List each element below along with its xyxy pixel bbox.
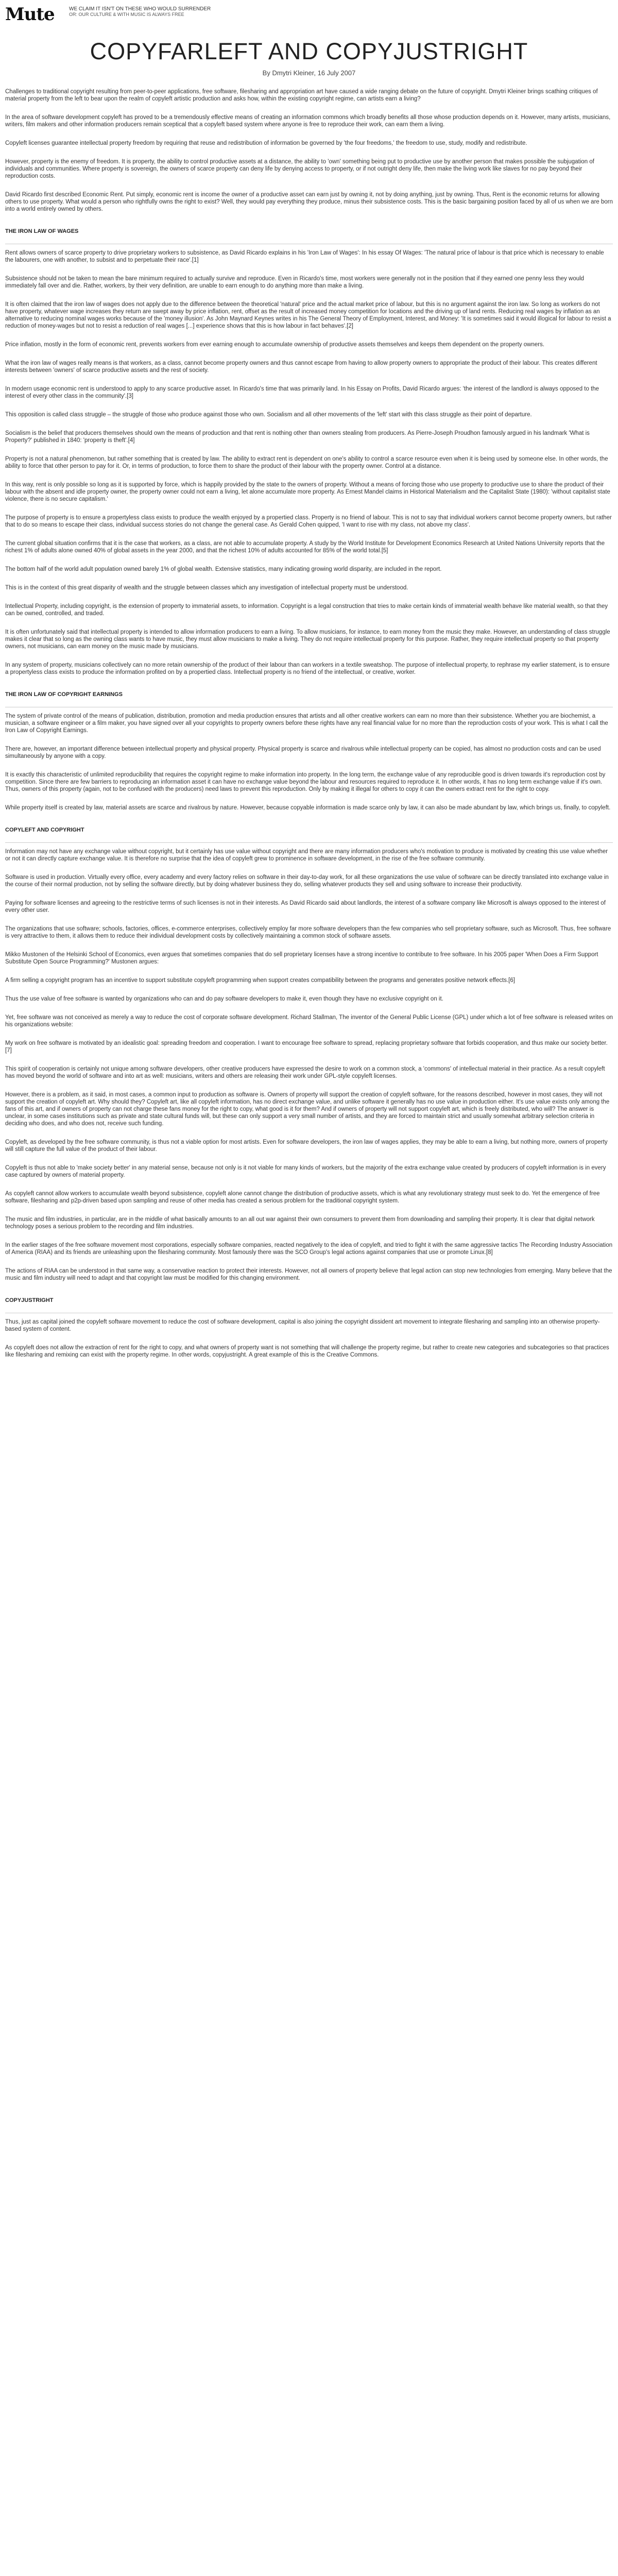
article-body	[0, 88, 618, 1391]
article-paragraph: While property itself is created by law, material assets are scarce and rivalrous by nature. However, because copyable information is made scarce only by law, it can also be made abundant by law, which brings us, finally, to copyleft.	[5, 805, 611, 811]
section-heading: THE IRON LAW OF WAGES	[5, 228, 79, 234]
site-header	[0, 0, 618, 34]
article-paragraph: This opposition is called class struggle – the struggle of those who produce against those who own. Socialism and all other movements of the 'left' start with this class struggle as their point of departure.	[5, 412, 532, 418]
article-paragraph: The music and film industries, in particular, are in the middle of what basically amounts to an all out war against their own consumers to prevent them from downloading and sampling their property. It is clear that digital network technology poses a serious problem to the recording and film industries.	[5, 1216, 595, 1230]
article-paragraph: Rent allows owners of scarce property to drive proprietary workers to subsistence, as David Ricardo explains in his 'Iron Law of Wages': In his essay Of Wages: 'The natural price of labour is that price which is necessary to enable the labourers, one with another, to subsist and to perpetuate their race'.[1]	[5, 250, 604, 263]
site-logo[interactable]: Mute	[5, 4, 55, 25]
article-paragraph: Intellectual Property, including copyright, is the extension of property to immaterial assets, to information. Copyright is a legal construction that tries to make certain kinds of immaterial wealth behave like material wealth, so that they can be owned, controlled, and traded.	[5, 603, 608, 617]
article-paragraph: My work on free software is motivated by an idealistic goal: spreading freedom and cooperation. I want to encourage free software to spread, replacing proprietary software that forbids cooperation, and thus make our society better.[7]	[5, 1040, 608, 1054]
tagline-line-1: WE CLAIM IT ISN'T ON THESE WHO WOULD SURRENDER	[69, 6, 211, 12]
tagline-line-2: OR: OUR CULTURE & WITH MUSIC IS ALWAYS FREE	[69, 12, 184, 17]
article-paragraph: Thus the use value of free software is wanted by organizations who can and do pay software developers to make it, even though they have no exclusive copyright on it.	[5, 996, 443, 1002]
article-paragraph: In any system of property, musicians collectively can no more retain ownership of the product of their labour than can workers in a textile sweatshop. The purpose of intellectual property, to rephrase my earlier statement, is to ensure a propertyless class exists to produce the information profited on by a propertied class. Intellectual property is no friend of the intellectual, or creative, worker.	[5, 662, 610, 675]
site-tagline	[69, 6, 337, 18]
article-paragraph: Copyleft, as developed by the free software community, is thus not a viable option for most artists. Even for software developers, the iron law of wages applies, they may be able to earn a living, but nothing more, owners of property will still capture the full value of the product of their labour.	[5, 1139, 608, 1153]
article-paragraph: A firm selling a copyright program has an incentive to support substitute copyleft programming when support creates compatibility between the programs and generates positive network effects.[6]	[5, 977, 515, 984]
section-heading: THE IRON LAW OF COPYRIGHT EARNINGS	[5, 691, 123, 698]
article-paragraph: This is in the context of this great disparity of wealth and the struggle between classes which any investigation of intellectual property must be understood.	[5, 585, 408, 591]
article-paragraph: Paying for software licenses and agreeing to the restrictive terms of such licenses is not in their interests. As David Ricardo said about landlords, the interest of a software company like Microsoft is always opposed to the interest of every other user.	[5, 900, 606, 913]
article-paragraph: In modern usage economic rent is understood to apply to any scarce productive asset. In Ricardo's time that was primarily land. In his Essay on Profits, David Ricardo argues: 'the interest of the landlord is always opposed to the interest of every other class in the community'.[3]	[5, 386, 599, 399]
article-paragraph: The purpose of property is to ensure a propertyless class exists to produce the wealth enjoyed by a propertied class. Property is no friend of labour. This is not to say that individual workers cannot become property owners, but rather that to do so means to escape their class, individual success stories do not change the general case. As Gerald Cohen quipped, 'I want to rise with my class, not above my class'.	[5, 515, 612, 528]
article-paragraph: Yet, free software was not conceived as merely a way to reduce the cost of corporate software development. Richard Stallman, The inventor of the General Public License (GPL) under which a lot of free software is released writes on his organizations website:	[5, 1014, 613, 1028]
article-paragraph: Copyleft is thus not able to 'make society better' in any material sense, because not only is it not viable for many kinds of workers, but the majority of the extra exchange value created by producers of copyleft information is in every case captured by owners of material property.	[5, 1165, 606, 1178]
article-paragraph: Socialism is the belief that producers themselves should own the means of production and that rent is nothing other than owners stealing from producers. As Pierre-Joseph Proudhon famously argued in his landmark 'What is Property?' published in 1840: 'property is theft'.[4]	[5, 430, 590, 444]
article-paragraph: It is exactly this characteristic of unlimited reproducibility that requires the copyright regime to make information into property. In the long term, the exchange value of any reproducible good is driven towards it's reproduction cost by competition. Since there are few barriers to reproducing an information asset it can have no exchange value beyond the labour and resources required to reproduce it. In other words, it has no long term exchange value if it's own. Thus, owners of this property (again, not to be confused with the producers) need laws to prevent this reproduction. Only by making it illegal for others to copy it can the owners extract rent for the right to copy.	[5, 772, 606, 792]
article-paragraph: What the iron law of wages really means is that workers, as a class, cannot become property owners and thus cannot escape from having to allow property owners to appropriate the product of their labour. This creates different interests between 'owners' of scarce productive assets and the rest of society.	[5, 360, 597, 374]
article-paragraph: Price inflation, mostly in the form of economic rent, prevents workers from ever earning enough to accumulate ownership of productive assets themselves and keeps them dependent on the property owners.	[5, 342, 545, 348]
article-byline: By Dmytri Kleiner, 16 July 2007	[262, 69, 356, 77]
article-paragraph: However, there is a problem, as it said, in most cases, a common input to production as software is. Owners of property will support the creation of copyleft software, for the reasons described, however in most cases, they will not support the creation of copyleft art. Why should they? Copyleft art, like all copyleft information, has no direct exchange value, and unlike software it generally has no use value in production either. It's use value exists only among the fans of this art, and if owners of property can not charge these fans money for the right to copy, what good is it for them? And if owners of property will not support copyleft art, which is freely distributed, who will? The answer is unclear, in some cases institutions such as private and state cultural funds will, but these can only support a very small number of artists, and they are forced to maintain strict and usually somewhat arbitrary selection criteria in deciding who does, and who does not, receive such funding.	[5, 1092, 610, 1127]
article-paragraph: Property is not a natural phenomenon, but rather something that is created by law. The ability to extract rent is dependent on one's ability to control a scarce resource even when it is being used by someone else. In other words, the ability to force that other person to pay for it. Or, in terms of production, to force them to share the product of their labour with the property owner. Control at a distance.	[5, 456, 608, 469]
article-paragraph: As copyleft cannot allow workers to accumulate wealth beyond subsistence, copyleft alone cannot change the distribution of productive assets, which is what any revolutionary strategy must seek to do. Yet the emergence of free software, filesharing and p2p-driven based upon sampling and reuse of other media has created a serious problem for the traditional copyright system.	[5, 1191, 600, 1204]
article-paragraph: In this way, rent is only possible so long as it is supported by force, which is happily provided by the state to the owners of property. Without a means of forcing those who use property to productive use to share the product of their labour with the absent and idle property owner, the property owner could not earn a living, let alone accumulate more property. As Ernest Mandel claims in Historical Materialism and the Capitalist State (1980): 'without capitalist state violence, there is no secure capitalism.'	[5, 482, 610, 502]
article-paragraph: The bottom half of the world adult population owned barely 1% of global wealth. Extensive statistics, many indicating growing world disparity, are included in the report.	[5, 566, 442, 572]
article-paragraph: In the area of software development copyleft has proved to be a tremendously effective means of creating an information commons which broadly benefits all those whose production depends on it. However, many artists, musicians, writers, film makers and other information producers remain sceptical that a copyleft based system where anyone is free to reproduce their work, can earn them a living.	[5, 114, 611, 128]
article-paragraph: Mikko Mustonen of the Helsinki School of Economics, even argues that sometimes companies that do sell proprietary licenses have a strong incentive to contribute to free software. In his 2005 paper 'When Does a Firm Support Substitute Open Source Programming?' Mustonen argues:	[5, 952, 598, 965]
article-paragraph: It is often unfortunately said that intellectual property is intended to allow information producers to earn a living. To allow musicians, for instance, to earn money from the music they make. However, an understanding of class struggle makes it clear that so long as the owning class wants to have music, they must allow musicians to make a living. They do not require intellectual property for this purpose. Rather, they require intellectual property so that property owners, not musicians, can earn money on the music made by musicians.	[5, 629, 610, 650]
article-paragraph: As copyleft does not allow the extraction of rent for the right to copy, and what owners of property want is not something that will challenge the property regime, but rather to create new categories and subcategories so that practices like filesharing and remixing can exist with the property regime. In other words, copyjustright. A great example of this is the Creative Commons.	[5, 1345, 609, 1358]
article-paragraph: However, property is the enemy of freedom. It is property, the ability to control productive assets at a distance, the ability to 'own' something being put to productive use by another person that makes possible the subjugation of individuals and communities. Where property is sovereign, the owners of scarce property can deny life by denying access to property, or if not outright deny life, then make the living work like slaves for no pay beyond their reproduction costs.	[5, 159, 594, 179]
article-paragraph: Software is used in production. Virtually every office, every academy and every factory relies on software in their day-to-day work, for all these organizations the use value of software can be directly translated into exchange value in the course of their normal production, not by selling the software directly, but by doing whatever business they do, selling whatever products they sell and using software to increase their productivity.	[5, 874, 609, 888]
article-paragraph: It is often claimed that the iron law of wages does not apply due to the difference between the theoretical 'natural' price and the actual market price of labour, but this is no argument against the iron law. So long as workers do not have property, whatever wage increases they return are swept away by price inflation, rent, offset as the result of increased money competition for locations and the driving up of land rents. Reducing real wages by inflation as an alternative to reducing nominal wages works because of the 'money illusion'. As John Maynard Keynes writes in his The General Theory of Employment, Interest, and Money: 'It is sometimes said it would illogical for labour to resist a reduction of money-wages but not to resist a reduction of real wages [...] experience shows that this is how labour in fact behaves'.[2]	[5, 301, 611, 329]
article-paragraph: The actions of RIAA can be understood in that same way, a conservative reaction to protect their interests. However, not all owners of property believe that legal action can stop new technologies from emerging. Many believe that the music and film industry will need to adapt and that copyright law must be modified for this changing environment.	[5, 1268, 612, 1281]
article-paragraph: Copyleft licenses guarantee intellectual property freedom by requiring that reuse and redistribution of information be governed by 'the four freedoms,' the freedom to use, study, modify and redistribute.	[5, 140, 527, 146]
section-heading: COPYJUSTRIGHT	[5, 1297, 54, 1303]
article-paragraph: Subsistence should not be taken to mean the bare minimum required to actually survive and reproduce. Even in Ricardo's time, most workers were generally not in the position that if they earned one penny less they would immediately fall over and die. Rather, workers, by their very definition, are unable to earn enough to do anything more than make a living.	[5, 276, 585, 289]
section-heading: COPYLEFT AND COPYRIGHT	[5, 827, 84, 833]
section-divider	[5, 842, 613, 843]
article-paragraph: Challenges to traditional copyright resulting from peer-to-peer applications, free software, filesharing and appropriation art have caused a wide ranging debate on the future of copyright. Dmytri Kleiner brings scathing critiques of material property from the left to bear upon the realm of copyleft artistic production and asks how, within the existing copyright regime, can artists earn a living?	[5, 89, 598, 102]
article-paragraph: This spirit of cooperation is certainly not unique among software developers, other creative producers have expressed the desire to work on a common stock, a 'commons' of intellectual material in their practice. As a result copyleft has moved beyond the world of software and into art as well: musicians, writers and others are releasing their work under GPL-style copyleft licenses.	[5, 1066, 605, 1079]
article-paragraph: The system of private control of the means of publication, distribution, promotion and media production ensures that artists and all other creative workers can earn no more than their subsistence. Whether you are biochemist, a musician, a software engineer or a film maker, you have signed over all your copyrights to property owners before these rights have any real financial value for no more than the reproduction costs of your work. This is what I call the Iron Law of Copyright Earnings.	[5, 713, 608, 734]
article-paragraph: The organizations that use software; schools, factories, offices, e-commerce enterprises, collectively employ far more software developers than the few companies who sell proprietary software, such as Microsoft. Thus, free software is very attractive to them, it allows them to reduce their individual development costs by collectively maintaining a common stock of software assets.	[5, 926, 611, 939]
article-paragraph: There are, however, an important difference between intellectual property and physical property. Physical property is scarce and rivalrous while intellectual property can be copied, has almost no production costs and can be used simultaneously by anyone with a copy.	[5, 746, 601, 759]
article-paragraph: Thus, just as capital joined the copyleft software movement to reduce the cost of software development, capital is also joining the copyright dissident art movement to integrate filesharing and sampling into an otherwise property-based system of content.	[5, 1319, 600, 1332]
article-paragraph: The current global situation confirms that it is the case that workers, as a class, are not able to accumulate property. A study by the World Institute for Development Economics Research at United Nations University reports that the richest 1% of adults alone owned 40% of global assets in the year 2000, and that the richest 10% of adults accounted for 85% of the world total.[5]	[5, 540, 605, 554]
article-paragraph: David Ricardo first described Economic Rent. Put simply, economic rent is income the owner of a productive asset can earn just by owning it, not by doing anything, just by owning. Thus, Rent is the economic returns for allowing others to use property. What would a person who rightfully owns the right to exist? Well, they would pay everything they produce, minus their subsistence costs. This is the basic bargaining position faced by all of us when we are born into a world entirely owned by others.	[5, 192, 613, 212]
article-paragraph: Information may not have any exchange value without copyright, but it certainly has use value without copyright and there are many information producers who's motivation to produce is motivated by creating this use value whether or not it can directly capture exchange value. It is therefore no surprise that the idea of copyleft grew to prominence in software development, in the rise of the free software community.	[5, 849, 608, 862]
article-paragraph: In the earlier stages of the free software movement most corporations, especially software companies, reacted negatively to the idea of copyleft, and tried to fight it with the same aggressive tactics The Recording Industry Association of America (RIAA) and its friends are unleashing upon the filesharing community. Most famously there was the SCO Group's legal actions against companies that use or promote Linux.[8]	[5, 1242, 613, 1256]
article-title: COPYFARLEFT AND COPYJUSTRIGHT	[90, 38, 528, 64]
